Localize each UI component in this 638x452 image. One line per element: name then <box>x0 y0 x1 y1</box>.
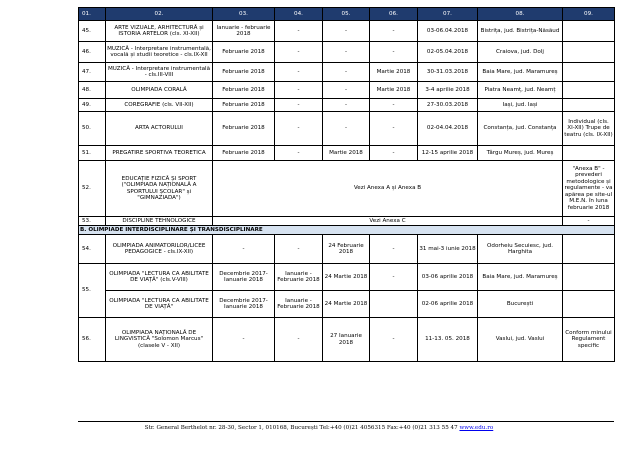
local-stage: - <box>275 63 323 82</box>
county-stage: 24 Martie 2018 <box>323 291 370 318</box>
table-row <box>79 146 615 161</box>
footer-address: Str. General Berthelot nr. 28-30, Sector 1, 010168, București Tel:+40 (0)21 4056315 Fax:+40 (0)21 313 55 47 <box>144 425 458 431</box>
regional-stage: - <box>370 112 418 146</box>
county-stage: - <box>323 21 370 42</box>
national-date: 03-06 aprilie 2018 <box>418 264 478 291</box>
national-date: 02-06 aprilie 2018 <box>418 291 478 318</box>
row-number: 49. <box>79 99 106 112</box>
column-header: 09. <box>563 8 615 21</box>
local-stage: - <box>275 146 323 161</box>
olympiad-name: ARTE VIZUALE, ARHITECTURĂ și ISTORIA ARTELOR (cls. XI-XII) <box>106 21 213 42</box>
table-row <box>79 217 615 226</box>
regional-stage: - <box>370 146 418 161</box>
observations <box>563 291 615 318</box>
national-date: 02-05.04.2018 <box>418 42 478 63</box>
local-stage: - <box>275 42 323 63</box>
school-stage: Februarie 2018 <box>213 112 275 146</box>
table-row <box>79 235 615 264</box>
observations <box>563 21 615 42</box>
local-stage: - <box>275 235 323 264</box>
national-date: 12-15 aprilie 2018 <box>418 146 478 161</box>
school-stage: Ianuarie - februarie 2018 <box>213 21 275 42</box>
column-header: 06. <box>370 8 418 21</box>
olympiad-name: OLIMPIADA ANIMATORILOR/LICEE PEDAGOGICE - cls.IX-XII) <box>106 235 213 264</box>
regional-stage: Martie 2018 <box>370 63 418 82</box>
column-header: 01. <box>79 8 106 21</box>
table-row <box>79 112 615 146</box>
row-number: 55. <box>79 264 106 318</box>
national-date: 30-31.03.2018 <box>418 63 478 82</box>
page-footer <box>0 425 638 431</box>
national-date: 02-04.04.2018 <box>418 112 478 146</box>
national-place: Constanța, jud. Constanța <box>478 112 563 146</box>
row-number: 52. <box>79 161 106 217</box>
row-number: 50. <box>79 112 106 146</box>
row-number: 45. <box>79 21 106 42</box>
observations <box>563 82 615 99</box>
column-header: 03. <box>213 8 275 21</box>
school-stage: Februarie 2018 <box>213 99 275 112</box>
regional-stage <box>370 291 418 318</box>
table-row <box>79 82 615 99</box>
local-stage: Ianuarie - Februarie 2018 <box>275 291 323 318</box>
olympiad-name: OLIMPIADA NAȚIONALĂ DE LINGVISTICĂ "Solomon Marcus" (clasele V - XII) <box>106 318 213 362</box>
local-stage: - <box>275 112 323 146</box>
regional-stage: - <box>370 99 418 112</box>
observations: - <box>563 217 615 226</box>
observations: Conform minului Regulament specific <box>563 318 615 362</box>
column-header: 05. <box>323 8 370 21</box>
column-header: 08. <box>478 8 563 21</box>
olympiad-name: OLIMPIADA "LECTURA CA ABILITATE DE VIAȚĂ" <box>106 291 213 318</box>
row-number: 47. <box>79 63 106 82</box>
table-row <box>79 21 615 42</box>
national-place: Vaslui, jud. Vaslui <box>478 318 563 362</box>
annex-reference: Vezi Anexa A și Anexa B <box>213 161 563 217</box>
section-header-row <box>79 226 615 235</box>
national-date: 11-13. 05. 2018 <box>418 318 478 362</box>
county-stage: Martie 2018 <box>323 146 370 161</box>
observations <box>563 42 615 63</box>
regional-stage: - <box>370 264 418 291</box>
observations <box>563 63 615 82</box>
table-header-row <box>79 8 615 21</box>
table-row <box>79 63 615 82</box>
county-stage: - <box>323 42 370 63</box>
table-row <box>79 42 615 63</box>
table-row <box>79 291 615 318</box>
olympiad-name: ARTA ACTORULUI <box>106 112 213 146</box>
school-stage: Decembrie 2017-Ianuarie 2018 <box>213 264 275 291</box>
local-stage: Ianuarie - Februarie 2018 <box>275 264 323 291</box>
row-number: 51. <box>79 146 106 161</box>
national-place: București <box>478 291 563 318</box>
olympiad-name: DISCIPLINE TEHNOLOGICE <box>106 217 213 226</box>
footer-website-link[interactable]: www.edu.ro <box>459 425 494 431</box>
national-place: Baia Mare, jud. Maramureș <box>478 63 563 82</box>
row-number: 48. <box>79 82 106 99</box>
row-number: 56. <box>79 318 106 362</box>
county-stage: - <box>323 112 370 146</box>
olympiad-name: COREGRAFIE (cls. VII-XII) <box>106 99 213 112</box>
observations <box>563 99 615 112</box>
school-stage: - <box>213 318 275 362</box>
national-place: Craiova, jud. Dolj <box>478 42 563 63</box>
national-date: 27-30.03.2018 <box>418 99 478 112</box>
national-date: 3-4 aprilie 2018 <box>418 82 478 99</box>
row-number: 53. <box>79 217 106 226</box>
school-stage: Februarie 2018 <box>213 146 275 161</box>
national-place: Bistrița, jud. Bistrița-Năsăud <box>478 21 563 42</box>
national-date: 31 mai-3 iunie 2018 <box>418 235 478 264</box>
national-place: Piatra Neamț, jud. Neamț <box>478 82 563 99</box>
national-place: Baia Mare, jud. Maramureș <box>478 264 563 291</box>
national-date: 03-06.04.2018 <box>418 21 478 42</box>
row-number: 54. <box>79 235 106 264</box>
observations: Individual (cls. XI-XII) Trupe de teatru (cls. IX-XII) <box>563 112 615 146</box>
school-stage: Februarie 2018 <box>213 82 275 99</box>
olympiad-name: EDUCAȚIE FIZICĂ ȘI SPORT ("OLIMPIADA NAȚIONALĂ A SPORTULUI ȘCOLAR" și "GIMNAZIADA") <box>106 161 213 217</box>
local-stage: - <box>275 318 323 362</box>
olympiad-name: PREGATIRE SPORTIVA TEORETICA <box>106 146 213 161</box>
local-stage: - <box>275 21 323 42</box>
column-header: 04. <box>275 8 323 21</box>
observations <box>563 146 615 161</box>
national-place: Iași, jud. Iași <box>478 99 563 112</box>
regional-stage: - <box>370 42 418 63</box>
footer-divider <box>78 421 614 422</box>
olympiad-name: OLIMPIADA CORALĂ <box>106 82 213 99</box>
observations <box>563 264 615 291</box>
regional-stage: - <box>370 318 418 362</box>
school-stage: Februarie 2018 <box>213 63 275 82</box>
school-stage: - <box>213 235 275 264</box>
county-stage: - <box>323 82 370 99</box>
local-stage: - <box>275 82 323 99</box>
local-stage: - <box>275 99 323 112</box>
county-stage: 24 Martie 2018 <box>323 264 370 291</box>
table-row <box>79 318 615 362</box>
annex-reference: Vezi Anexa C <box>213 217 563 226</box>
regional-stage: - <box>370 235 418 264</box>
school-stage: Februarie 2018 <box>213 42 275 63</box>
county-stage: - <box>323 99 370 112</box>
olympiad-name: OLIMPIADA "LECTURA CA ABILITATE DE VIAȚĂ" (cls.V-VIII) <box>106 264 213 291</box>
observations: "Anexa B" - prevederi metodologice și regulamente - va apărea pe site-ul M.E.N. în luna februarie 2018 <box>563 161 615 217</box>
regional-stage: - <box>370 21 418 42</box>
olympiad-calendar-table <box>78 7 614 362</box>
column-header: 07. <box>418 8 478 21</box>
national-place: Odorheiu Secuiesc, jud. Harghita <box>478 235 563 264</box>
section-title: B. OLIMPIADE INTERDISCIPLINARE ȘI TRANSDISCIPLINARE <box>79 226 615 235</box>
national-place: Târgu Mureș, jud. Mureș <box>478 146 563 161</box>
table-row <box>79 99 615 112</box>
olympiad-name: MUZICĂ - Interpretare instrumentală - cls.III-VIII <box>106 63 213 82</box>
row-number: 46. <box>79 42 106 63</box>
table-row <box>79 161 615 217</box>
school-stage: Decembrie 2017-Ianuarie 2018 <box>213 291 275 318</box>
column-header: 02. <box>106 8 213 21</box>
county-stage: - <box>323 63 370 82</box>
observations <box>563 235 615 264</box>
table-row <box>79 264 615 291</box>
olympiad-name: MUZICĂ - Interpretare instrumentală, vocală și studii teoretice - cls.IX-XII <box>106 42 213 63</box>
county-stage: 27 Ianuarie 2018 <box>323 318 370 362</box>
county-stage: 24 Februarie 2018 <box>323 235 370 264</box>
regional-stage: Martie 2018 <box>370 82 418 99</box>
